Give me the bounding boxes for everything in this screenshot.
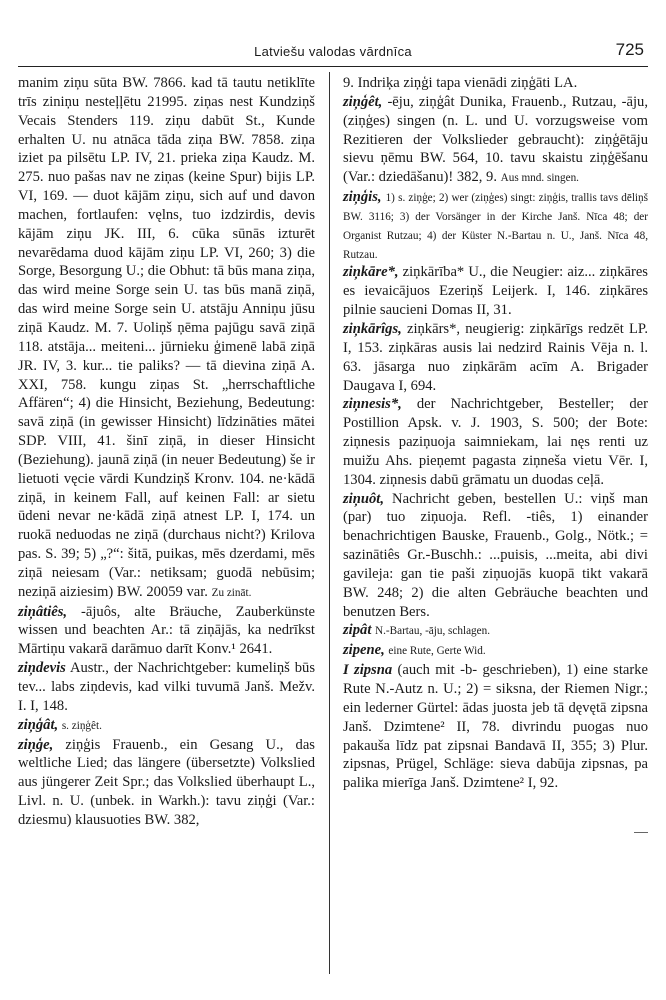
entry-headword: ziņuôt, bbox=[343, 490, 384, 507]
entry-headword: ziņģe, bbox=[18, 736, 54, 753]
entry-headword: ziņkārîgs, bbox=[343, 320, 402, 337]
entry-text: N.-Bartau, -āju, schlagen. bbox=[375, 625, 490, 638]
left-column bbox=[18, 74, 315, 830]
entry-text: eine Rute, Gerte Wid. bbox=[388, 645, 486, 658]
dictionary-entry bbox=[343, 93, 648, 188]
dictionary-entry bbox=[343, 395, 648, 489]
entry-text: ziņkārība* U., die Neugier: aiz... ziņkāres es ievaicājuos Ezeriņš Leijerk. I, 146. ziņkāres pilnie saucieni Domas II, 31. bbox=[343, 264, 648, 319]
entry-text: (auch mit -b- geschrieben), 1) eine starke Rute N.-Autz n. U.; 2) = siksna, der Riemen Nigr.; ein lederner Gürtel: ādas juosta jeb tā dęvętā zipsna Janš. Dzimtene² II, 78. divrindu puogas nuo pakauša līdz pat zipsnai Bandavā II, 355; 3) Plur. zipsnas, Prügel, Schläge: sieva dabūja zipsnas, pa palika mierīga Janš. Dzimtene² I, 92. bbox=[343, 662, 648, 792]
entry-text: Austr., der Nachrichtgeber: kumeliņš būs tev... labs ziņdevis, kad vilki tuvumā Janš. Mežv. I. I, 148. bbox=[18, 660, 315, 714]
entry-headword: ziņģêt, bbox=[343, 93, 383, 110]
dictionary-entry bbox=[343, 661, 648, 793]
page-number: 725 bbox=[615, 40, 644, 59]
entry-headword: ziņģis, bbox=[343, 189, 382, 206]
entry-text: ziņkārs*, neugierig: ziņkārīgs redzēt LP. I, 153. ziņkāras ausis lai nedzird Rainis Vēja n. l. 63. jāsarga nuo ziņkārām acīm A. Brigader Daugava I, 694. bbox=[343, 320, 649, 394]
dictionary-entry bbox=[343, 263, 648, 320]
column-divider bbox=[329, 72, 330, 974]
dictionary-entry bbox=[343, 490, 648, 622]
dictionary-entry bbox=[343, 188, 648, 263]
dictionary-entry bbox=[18, 603, 315, 660]
entry-headword: ziņkāre*, bbox=[343, 264, 399, 281]
entry-text: der Nachrichtgeber, Besteller; der Postillion Apsk. v. J. 1903, S. 500; der Bote: ziņnesis paziņuoja saimniekam, lai nęs renti uz muižu Ahs. pieņemt pagasta ziņneša vietu Vēr. I, 1304. ziņnesis dabū grāmatu un duodas ceļā. bbox=[343, 396, 648, 488]
entry-headword: ziņģât, bbox=[18, 716, 59, 733]
page-header bbox=[18, 40, 648, 67]
dictionary-entry bbox=[343, 74, 648, 93]
dictionary-entry bbox=[343, 320, 648, 395]
entry-etymology: Aus mnd. singen. bbox=[500, 172, 579, 185]
dictionary-entry bbox=[18, 659, 315, 716]
entry-text: Nachricht geben, bestellen U.: viņš man (par) tuo ziņuoja. Refl. -tiês, 1) einander benachrichtigen Bauske, Frauenb., Golg., Nötk.; = sazinātiês Gr.-Buschh.: ...puisis, ...meita, abi divi gavileja: gan tie paši ziņuojās kuopā tikt vakarā BW. 248; 2) die alten Gebräuche beachten und benutzen Bers. bbox=[343, 490, 648, 620]
entry-text: manim ziņu sūta BW. 7866. kad tā tautu netiklīte trīs ziniņu nesteļļētu 21995. ziņas nest Kundziņš Vecais Stenders 119. ziņu dabūt St., Kunde erhalten U. nu atnāca tāda ziņa BW. 7858. ziņa iziet pa pilsētu LP. IV, 21. prieka ziņa Kaudz. M. 275. nuo pašas nav ne ziņas (keine Spur) bijis LP. VI, 169. — duot kājām ziņu, sich auf und davon machen, fortlaufen: vęlns, tuo izdzirdis, devis kājām ziņu JK. III, 6. cūka sūnās izturēt nevarēdama duod kājām ziņu LP. VI, 260; 3) die Sorge, Besorgung U.; die Obhut: tā būs mana ziņa, das wird meine Sorge sein U. tas būs manā ziņā, das wird meine Sorge sein U. atstāju Anniņu jūsu ziņā Kaudz. M. 7. Uoliņš ņēma pajūgu savā ziņā 118. atstāja... meiteni... jūrnieku ģimenē labā ziņā JR. IV, 3. kur... tie paliks? — tā dievina ziņā A. XXI, 758. kungu ziņas St. „herrschaftliche Affären“; 4) die Hinsicht, Beziehung, Bedeutung: savā ziņā (in gewisser Hinsicht) līdzināties mātei SDP. VIII, 41. šinī ziņā, in dieser Hinsicht (Beziehung). jaunā ziņā (in neuer Bedeutung) še ir lietuoti vęcie vārdi Kundziņš Kronv. 104. ne·kādā ziņā, in keinem Fall, auf keinen Fall: ar sietu ūdeni nevar ne·kādā ziņā atnest LP. I, 174. un ruokā neduodas ne ziņā (durchaus nicht?) Krilova pas. S. 39; 5) „?“: šitā, puikas, mēs dzerdami, mēs ziņā neiesam (Var.: netiksam; guodā nebūsim; neziņā aiziesim) BW. 20059 var. bbox=[18, 75, 315, 600]
dictionary-entry bbox=[343, 641, 648, 661]
dictionary-entry bbox=[18, 716, 315, 736]
entry-text: -ēju, ziņģât Dunika, Frauenb., Rutzau, -āju, (ziņģes) singen (n. L. und U. vorzugsweise vom Rezitieren der Volkslieder gebraucht): ziņģētāju sievu ņēmu BW. 564, 10. tavu skaistu ziņģēšanu (Var.: dziedāšanu)! 382, 9. bbox=[343, 93, 648, 186]
margin-mark bbox=[634, 832, 648, 833]
entry-headword: ziņdevis bbox=[18, 660, 66, 677]
page-title: Latviešu valodas vārdnīca bbox=[254, 44, 412, 59]
entry-text: 1) s. ziņģe; 2) wer (ziņģes) singt: ziņģis, trallis tavs dēliņš BW. 3116; 3) der Vorsänger in der Kirche Janš. Nīca 48; der Organist Rutzau; 4) der Küster N.-Bartau n. U., Janš. Nīca 48, Rutzau. bbox=[343, 192, 648, 261]
entry-headword: ziņâtiês, bbox=[18, 603, 68, 620]
entry-etymology: Zu zināt. bbox=[211, 586, 252, 599]
entry-headword: I zipsna bbox=[343, 662, 393, 679]
entry-headword: zipât bbox=[343, 622, 372, 639]
entry-text: -ājuôs, alte Bräuche, Zauberkünste wissen und beachten Ar.: tā ziņājās, ka nedrīkst Mārtiņu vakarā darāmuo darīt Konv.¹ 2641. bbox=[18, 603, 315, 658]
dictionary-entry bbox=[18, 74, 315, 603]
entry-headword: ziņnesis*, bbox=[343, 396, 402, 413]
dictionary-entry bbox=[18, 736, 315, 830]
entry-text: 9. Indriķa ziņģi tapa vienādi ziņģāti LA. bbox=[343, 75, 578, 91]
entry-text: ziņģis Frauenb., ein Gesang U., das weltliche Lied; das längere (übersetzte) Volkslied aus jüngerer Zeit Spr.; das Volkslied überhaupt L., Livl. n. U. (unbek. in Warkh.): tavu ziņģi (Var.: dziesmu) klausuoties BW. 382, bbox=[18, 736, 315, 828]
dictionary-entry bbox=[343, 621, 648, 641]
entry-text: s. ziņģêt. bbox=[61, 719, 102, 732]
right-column bbox=[343, 74, 648, 793]
entry-headword: zipene, bbox=[343, 642, 385, 659]
